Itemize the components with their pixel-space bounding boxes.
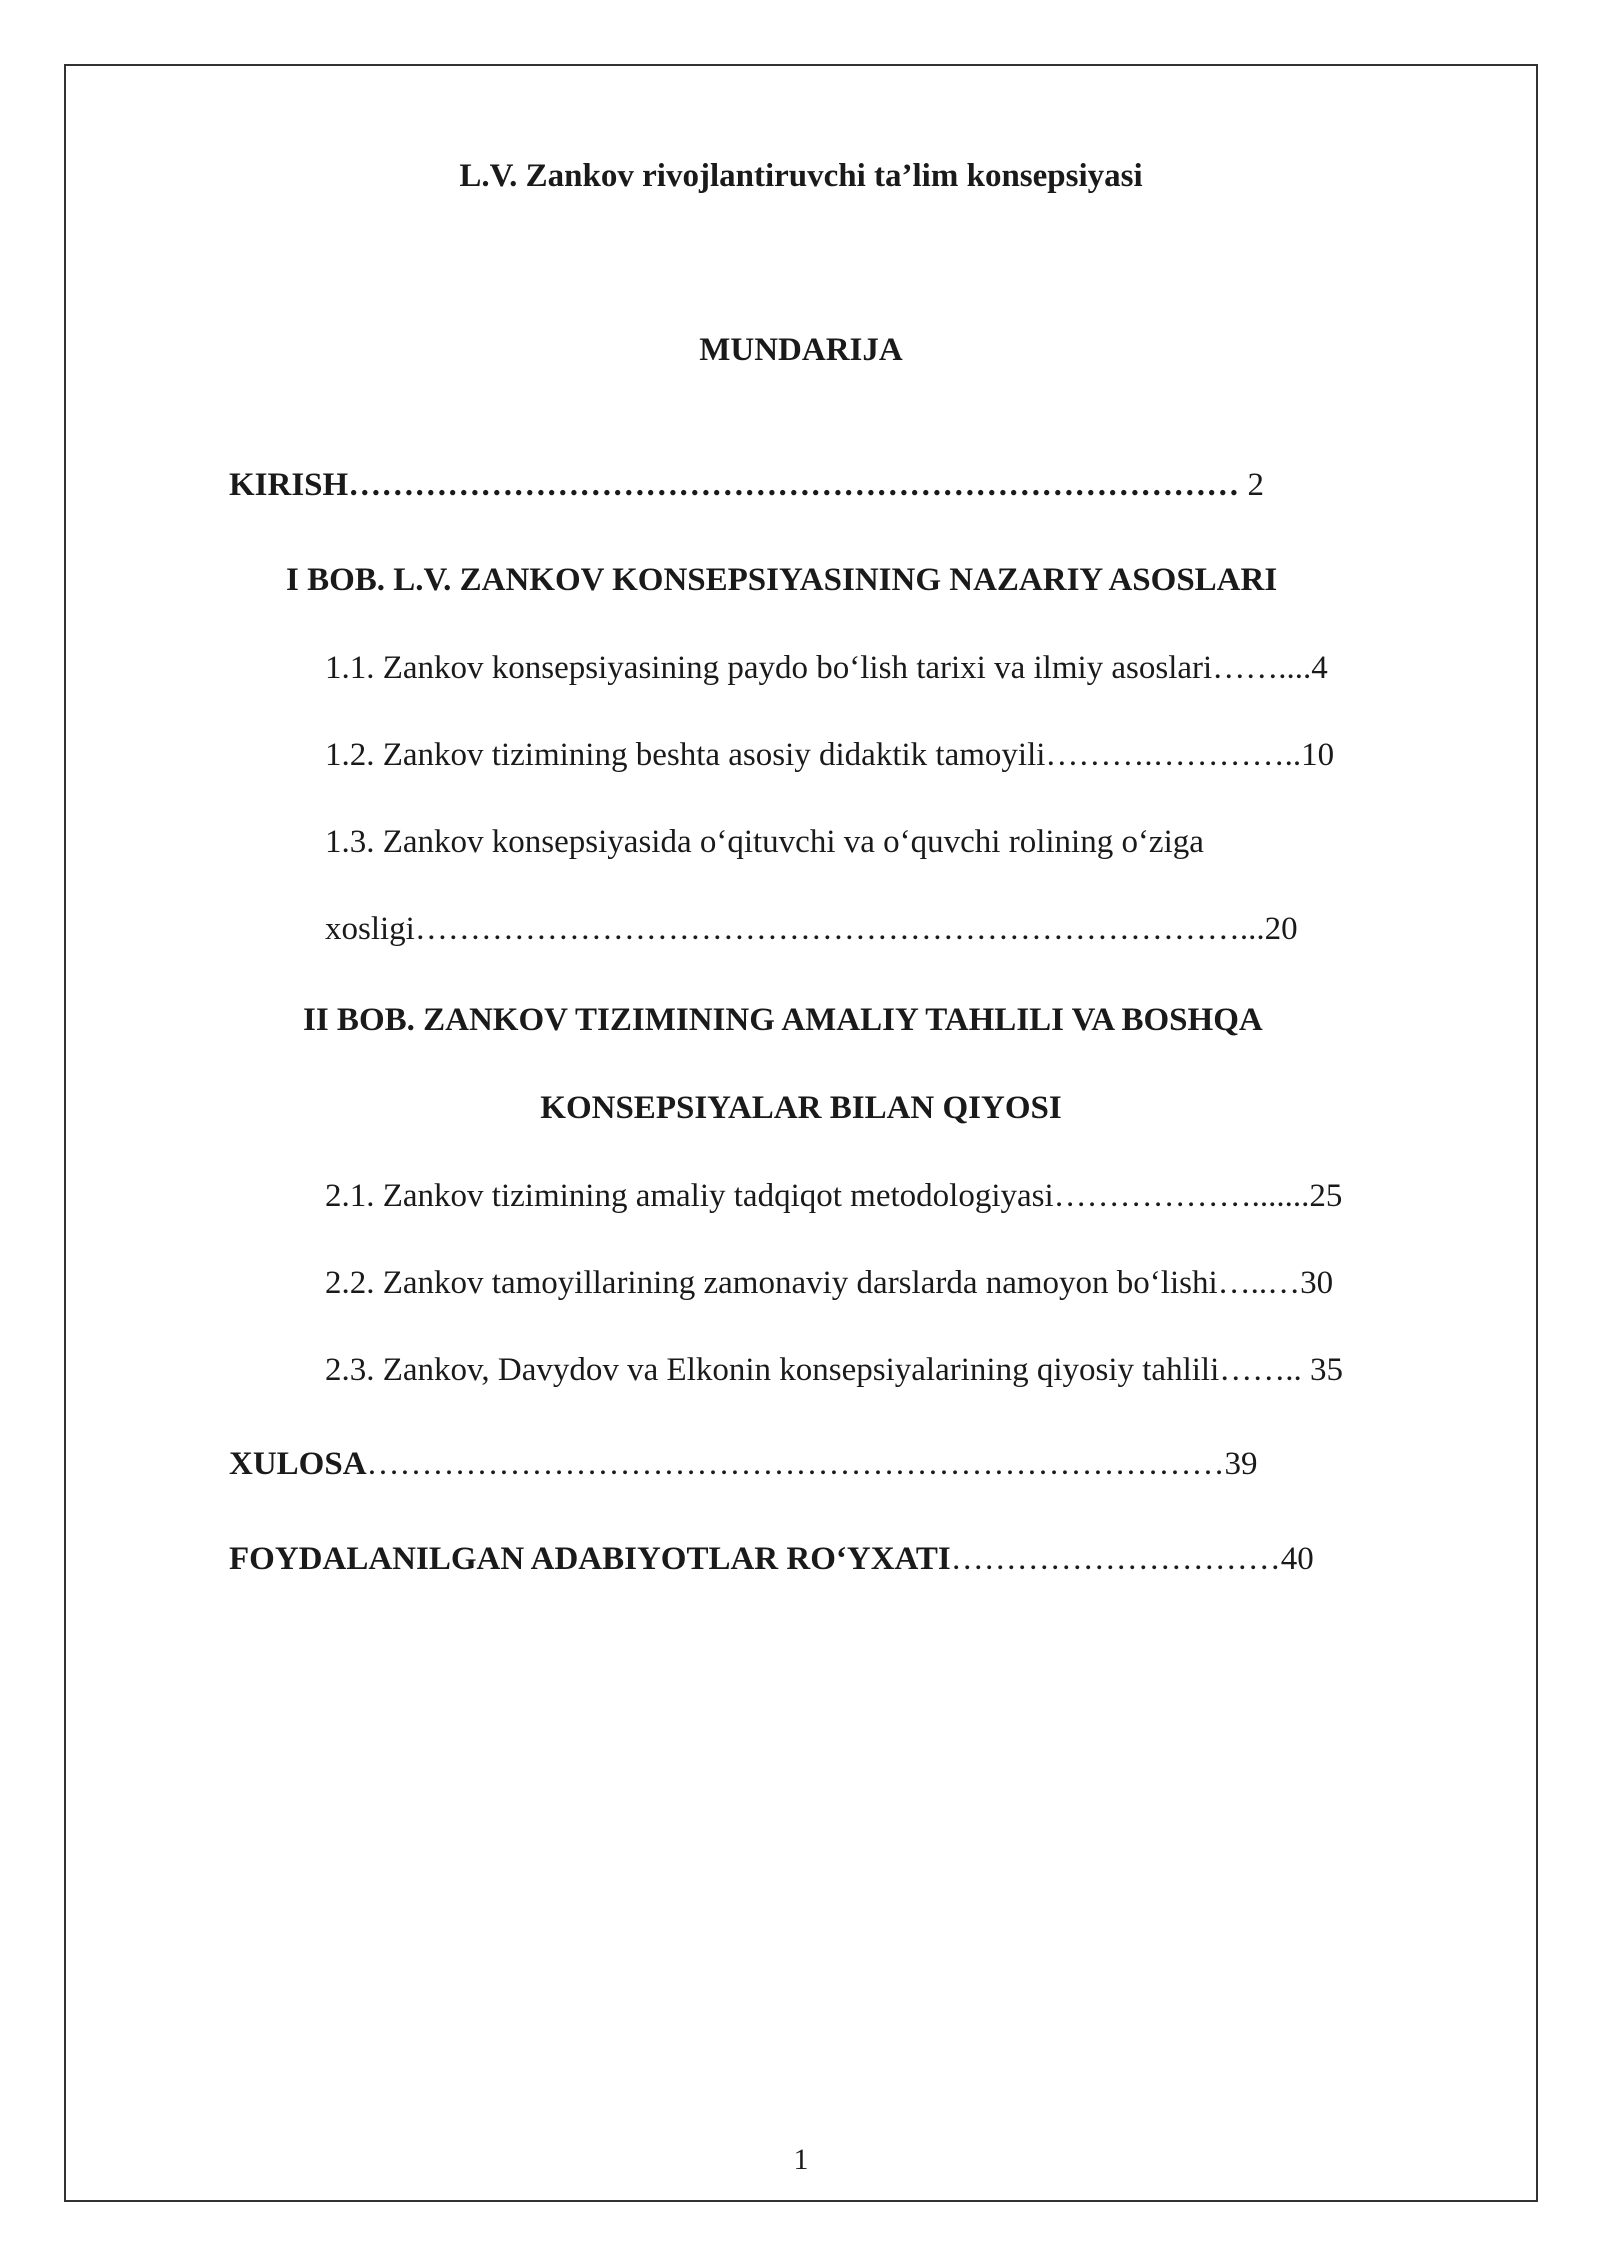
- toc-entry-1-3-line-1: 1.3. Zankov konsepsiyasida o‘qituvchi va o‘quvchi rolining o‘ziga: [325, 824, 1204, 860]
- toc-entry-xulosa-leader: ……………………………………………………………………39: [366, 1446, 1258, 1482]
- toc-entry-1-3-line-2: xosligi…………………………………………………………………...20: [325, 911, 1298, 947]
- chapter-2-title-line-2: KONSEPSIYALAR BILAN QIYOSI: [540, 1090, 1062, 1126]
- toc-entry-2-2: 2.2. Zankov tamoyillarining zamonaviy darslarda namoyon bo‘lishi…..…30: [325, 1265, 1334, 1301]
- toc-entry-adabiyotlar: [229, 1539, 1314, 1579]
- toc-entry-kirish-label: KIRISH: [229, 467, 349, 503]
- page-border: [64, 64, 1538, 2202]
- toc-entry-xulosa: [229, 1444, 1258, 1484]
- toc-entry-adabiyotlar-leader: …………………………40: [950, 1541, 1314, 1577]
- toc-entry-2-3: 2.3. Zankov, Davydov va Elkonin konsepsiyalarining qiyosiy tahlili…….. 35: [325, 1352, 1343, 1388]
- toc-entry-kirish-leader: ………………………………………………………………………: [348, 467, 1240, 503]
- document-title: L.V. Zankov rivojlantiruvchi ta’lim konsepsiyasi: [459, 158, 1143, 194]
- toc-entry-1-2: 1.2. Zankov tizimining beshta asosiy didaktik tamoyili……….…………..10: [325, 737, 1335, 773]
- chapter-2-title-line-1: II BOB. ZANKOV TIZIMINING AMALIY TAHLILI VA BOSHQA: [303, 1002, 1263, 1038]
- toc-entry-kirish-page: 2: [1239, 467, 1264, 503]
- toc-heading: MUNDARIJA: [699, 332, 903, 368]
- toc-entry-kirish: [229, 465, 1264, 505]
- chapter-1-title: I BOB. L.V. ZANKOV KONSEPSIYASINING NAZARIY ASOSLARI: [286, 562, 1278, 598]
- toc-entry-xulosa-label: XULOSA: [229, 1446, 367, 1482]
- toc-entry-2-1: 2.1. Zankov tizimining amaliy tadqiqot metodologiyasi……………….......25: [325, 1178, 1343, 1214]
- page-number: 1: [793, 2143, 809, 2176]
- toc-entry-adabiyotlar-label: FOYDALANILGAN ADABIYOTLAR RO‘YXATI: [229, 1541, 951, 1577]
- toc-entry-1-1: 1.1. Zankov konsepsiyasining paydo bo‘lish tarixi va ilmiy asoslari……....4: [325, 650, 1328, 686]
